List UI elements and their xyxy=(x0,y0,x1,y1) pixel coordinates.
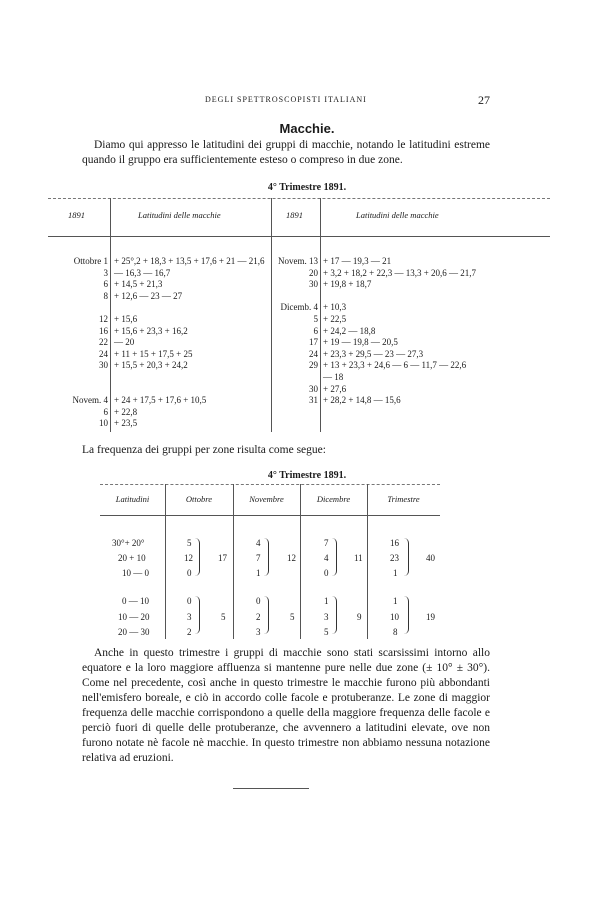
row-latitudes: + 25°,2 + 18,3 + 13,5 + 17,6 + 21 — 21,6 xyxy=(114,256,265,266)
table2-dec-total: 11 xyxy=(354,553,363,563)
table2-lat: 30°+ 20° xyxy=(112,538,145,548)
table2-dec: 4 xyxy=(324,553,329,563)
table2-tri: 16 xyxy=(390,538,399,548)
table2-oct-total: 5 xyxy=(221,612,226,622)
table2-title: 4° Trimestre 1891. xyxy=(267,470,347,481)
row-date: 30 xyxy=(309,383,318,394)
table2-tri: 8 xyxy=(393,627,398,637)
row-latitudes: + 10,3 xyxy=(323,302,347,313)
table2-lat: 0 — 10 xyxy=(122,596,149,606)
table1-col-year: 1891 xyxy=(286,210,303,220)
brace xyxy=(195,596,200,634)
table2-dec: 5 xyxy=(324,627,329,637)
table2-tri: 1 xyxy=(393,568,398,578)
table2-nov: 0 xyxy=(256,596,261,606)
table2-oct: 0 xyxy=(187,568,192,578)
row-latitudes: + 23,5 xyxy=(114,418,138,429)
row-date: 12 xyxy=(99,314,108,324)
table2-oct: 5 xyxy=(187,538,192,548)
table2-oct: 12 xyxy=(184,553,193,563)
brace xyxy=(332,596,337,634)
page-header xyxy=(0,95,614,109)
row-date: 3 xyxy=(103,267,108,278)
row-date: 8 xyxy=(103,290,108,301)
table2-lat: 10 — 20 xyxy=(118,612,150,622)
running-title: DEGLI SPETTROSCOPISTI ITALIANI xyxy=(205,95,367,104)
table2-tri: 23 xyxy=(390,553,399,563)
table2-divider xyxy=(233,484,234,639)
table2-header: Trimestre xyxy=(387,494,420,504)
row-latitudes: + 15,6 + 23,3 + 16,2 xyxy=(114,325,188,336)
row-date: 30 xyxy=(99,360,108,371)
row-latitudes: + 3,2 + 18,2 + 22,3 — 13,3 + 20,6 — 21,7 xyxy=(323,267,477,278)
row-latitudes: + 11 + 15 + 17,5 + 25 xyxy=(114,348,193,359)
row-latitudes: + 27,6 xyxy=(323,383,347,394)
row-latitudes: + 13 + 23,3 + 24,6 — 6 — 11,7 — 22,6 xyxy=(323,360,467,371)
table2-nov: 2 xyxy=(256,612,261,622)
table2-dec-total: 9 xyxy=(357,612,362,622)
table1-top-rule xyxy=(48,198,550,199)
table2-dec: 1 xyxy=(324,596,329,606)
table1-divider xyxy=(320,198,321,432)
table2-dec: 0 xyxy=(324,568,329,578)
brace xyxy=(264,596,269,634)
table2-lat: 10 — 0 xyxy=(122,568,149,578)
row-date: 16 xyxy=(99,325,108,336)
table2-nov: 1 xyxy=(256,568,261,578)
table1-col-year: 1891 xyxy=(68,210,85,220)
table2-tri-total: 19 xyxy=(426,612,435,622)
brace xyxy=(195,538,200,576)
end-rule xyxy=(233,788,309,789)
row-date: Novem. 13 xyxy=(278,256,318,266)
row-latitudes: + 17 — 19,3 — 21 xyxy=(323,256,392,266)
table1-title: 4° Trimestre 1891. xyxy=(267,182,347,193)
table2-lat: 20 + 10 xyxy=(118,553,146,563)
table2-header-rule xyxy=(100,515,440,516)
table2-oct-total: 17 xyxy=(218,553,227,563)
table2-divider xyxy=(165,484,166,639)
row-latitudes: — 18 xyxy=(323,372,344,382)
table2-tri-total: 40 xyxy=(426,553,435,563)
row-date: 5 xyxy=(313,314,318,324)
table2-nov: 3 xyxy=(256,627,261,637)
row-date: 10 xyxy=(99,418,108,429)
row-latitudes: + 15,6 xyxy=(114,314,138,324)
table2-header: Dicembre xyxy=(316,494,351,504)
table2-lat: 20 — 30 xyxy=(118,627,150,637)
table2-tri: 10 xyxy=(390,612,399,622)
table2-dec: 7 xyxy=(324,538,329,548)
row-date: 20 xyxy=(309,267,318,278)
table2-top-rule xyxy=(100,484,440,485)
row-latitudes: + 14,5 + 21,3 xyxy=(114,279,163,290)
brace xyxy=(404,596,409,634)
row-latitudes: — 20 xyxy=(114,337,135,348)
table2-nov: 7 xyxy=(256,553,261,563)
conclusion-paragraph: Anche in questo trimestre i gruppi di macchie sono stati scarsissimi intorno allo equatore e la loro maggiore affluenza si mantenne pure nelle due zone (± 10° ± 30°). Come nel precedente, così anche in questo trimestre le macchie furono più abbondanti nell'emisfero boreale, e ciò in accordo colle facole e protuberanze. Le zone di maggior frequenza delle macchie corrispondono a quelle della maggiore frequenza delle facole e perciò fuori di quelle delle protuberanze, che avvennero a latitudini elevate, ove non furono notate nè facole nè macchie. In questo trimestre non abbiamo nessuna notazione relativa ad eruzioni. xyxy=(82,647,490,764)
row-date: 29 xyxy=(309,360,318,371)
row-date: Ottobre 1 xyxy=(73,256,108,266)
subtitle: La frequenza dei gruppi per zone risulta come segue: xyxy=(82,444,326,456)
row-date: Novem. 4 xyxy=(72,395,108,406)
table2-nov-total: 5 xyxy=(290,612,295,622)
table2-header: Novembre xyxy=(249,494,284,504)
table1-header-rule xyxy=(48,236,550,237)
intro-paragraph: Diamo qui appresso le latitudini dei gruppi di macchie, notando le latitudini estreme quando il gruppo era sufficientemente esteso o compreso in due zone. xyxy=(82,139,490,166)
row-date: 24 xyxy=(99,348,108,359)
table2-divider xyxy=(367,484,368,639)
table2-header: Latitudini xyxy=(115,494,150,504)
table2-oct: 0 xyxy=(187,596,192,606)
row-date: 24 xyxy=(309,348,318,359)
row-latitudes: + 22,5 xyxy=(323,314,347,324)
row-date: 6 xyxy=(103,406,108,417)
brace xyxy=(332,538,337,576)
row-date: 6 xyxy=(103,279,108,290)
row-date: 31 xyxy=(309,395,318,406)
row-latitudes: + 24,2 — 18,8 xyxy=(323,325,376,336)
row-date: 30 xyxy=(309,279,318,290)
row-date: Dicemb. 4 xyxy=(280,302,318,313)
table1-col-latitudes: Latitudini delle macchie xyxy=(138,210,221,220)
page-number: 27 xyxy=(478,93,490,107)
row-latitudes: + 24 + 17,5 + 17,6 + 10,5 xyxy=(114,395,207,406)
row-date: 22 xyxy=(99,337,108,348)
table2-tri: 1 xyxy=(393,596,398,606)
row-date: 6 xyxy=(313,325,318,336)
table2-nov: 4 xyxy=(256,538,261,548)
row-latitudes: + 28,2 + 14,8 — 15,6 xyxy=(323,395,401,406)
row-latitudes: + 22,8 xyxy=(114,406,138,417)
table2-divider xyxy=(300,484,301,639)
section-title: Macchie. xyxy=(279,121,335,136)
table2-dec: 3 xyxy=(324,612,329,622)
row-latitudes: + 19 — 19,8 — 20,5 xyxy=(323,337,398,348)
table2-header: Ottobre xyxy=(185,494,213,504)
brace xyxy=(264,538,269,576)
brace xyxy=(404,538,409,576)
row-latitudes: + 23,3 + 29,5 — 23 — 27,3 xyxy=(323,348,424,359)
table2-oct: 3 xyxy=(187,612,192,622)
table2-nov-total: 12 xyxy=(287,553,296,563)
row-latitudes: — 16,3 — 16,7 xyxy=(114,267,171,278)
row-latitudes: + 19,8 + 18,7 xyxy=(323,279,372,290)
row-date: 17 xyxy=(309,337,318,348)
table1-col-latitudes: Latitudini delle macchie xyxy=(356,210,439,220)
row-latitudes: + 15,5 + 20,3 + 24,2 xyxy=(114,360,188,371)
row-latitudes: + 12,6 — 23 — 27 xyxy=(114,290,183,301)
table2-oct: 2 xyxy=(187,627,192,637)
